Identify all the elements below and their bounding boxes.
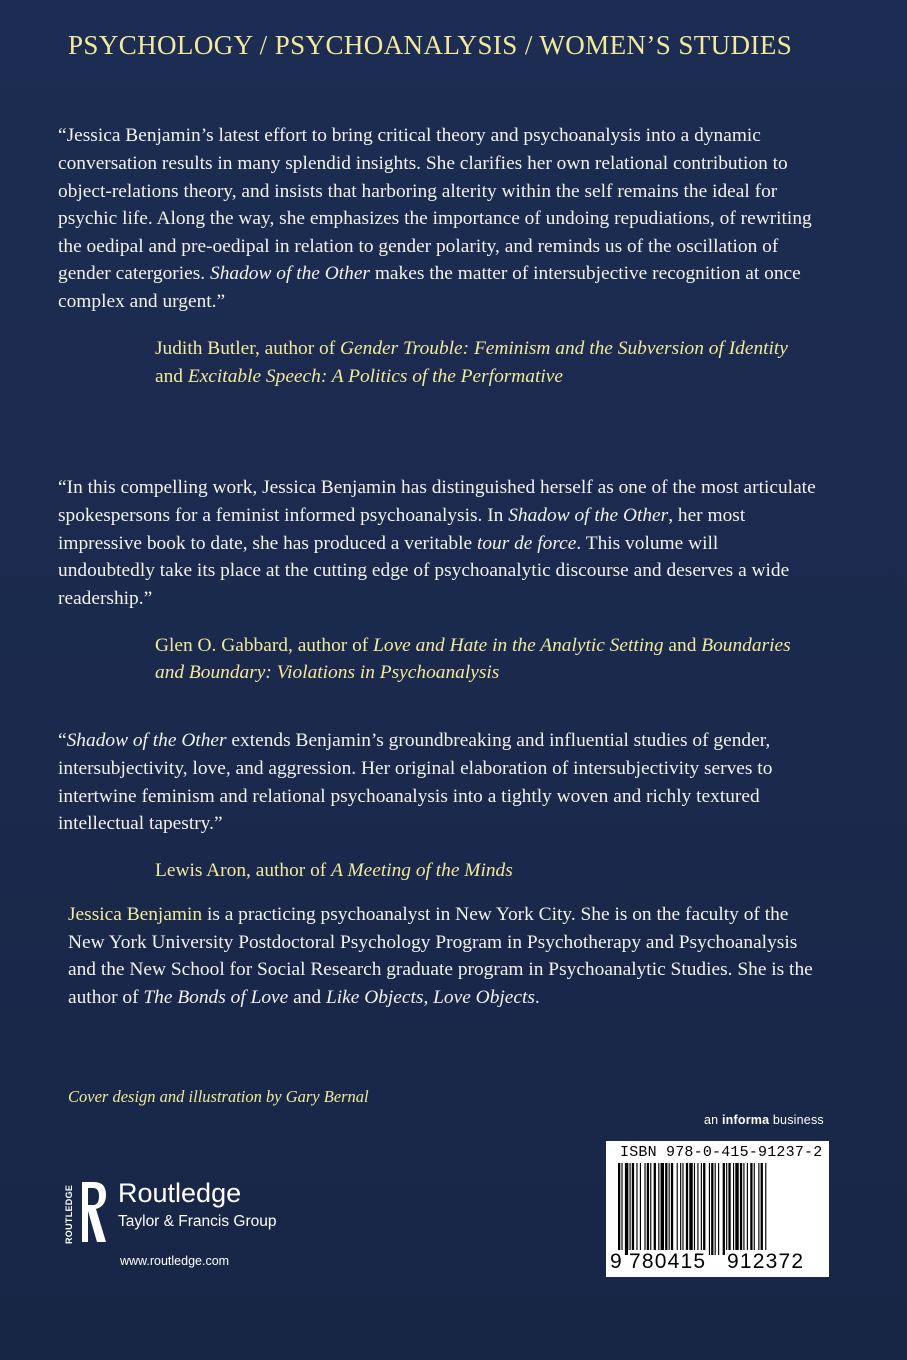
quote-text: “Shadow of the Other extends Benjamin’s groundbreaking and influential studies of gender, intersubjectivity, love, and aggression. Her original elaboration of intersubjectivity serves to intertwine feminism and relational psychoanalysis into a tightly woven and richly textured intellectual tapestry.” <box>58 730 773 835</box>
quote-gabbard <box>58 455 818 687</box>
barcode-bar <box>654 1163 656 1255</box>
barcode-bar <box>747 1163 748 1255</box>
ean-right-group: 912372 <box>727 1250 805 1273</box>
publisher-block <box>62 1178 322 1278</box>
isbn-number: ISBN 978-0-415-91237-2 <box>620 1144 823 1161</box>
barcode-bars-icon <box>612 1163 824 1255</box>
barcode-bar <box>658 1163 659 1255</box>
quote-text: “Jessica Benjamin’s latest effort to bring critical theory and psychoanalysis into a dynamic conversation results in many splendid insights. She clarifies her own relational contribution to object-relations theory, and insists that harboring alterity within the self remains the ideal for psychic life. Along the way, she emphasizes the importance of undoing repudiations, of rewriting the oedipal and pre-oedipal in relation to gender polarity, and reminds us of the oscillation of gender catergories. Shadow of the Other makes the matter of intersubjective recognition at once complex and urgent.” <box>58 125 812 312</box>
barcode-bar <box>735 1163 738 1255</box>
barcode-bar <box>743 1163 744 1255</box>
barcode-bar <box>677 1163 678 1255</box>
barcode-bar <box>765 1163 766 1255</box>
quote-text: “In this compelling work, Jessica Benjamin has distinguished herself as one of the most articulate spokespersons for a feminist informed psychoanalysis. In Shadow of the Other, her most impressive book to date, she has produced a veritable tour de force. This volume will undoubtedly take its place at the cutting edge of psychoanalytic discourse and deserves a wide readership.” <box>58 477 816 609</box>
author-name: Jessica Benjamin <box>68 904 203 925</box>
quote-attribution: Glen O. Gabbard, author of Love and Hate in the Analytic Setting and Boundaries and Boundary: Violations in Psychoanalysis <box>155 634 791 684</box>
publisher-vertical-wordmark: ROUTLEDGE <box>64 1184 74 1244</box>
barcode-bar <box>669 1163 670 1255</box>
cover-credit: Cover design and illustration by Gary Bernal <box>68 1087 369 1106</box>
barcode-bar <box>726 1163 727 1255</box>
barcode-bar <box>711 1163 713 1255</box>
quote-attribution: Judith Butler, author of Gender Trouble: Feminism and the Subversion of Identity and Excitable Speech: A Politics of the Performative <box>155 337 788 387</box>
publisher-group: Taylor & Francis Group <box>118 1213 277 1230</box>
publisher-name: Routledge <box>118 1178 242 1208</box>
barcode-bar <box>740 1163 742 1255</box>
barcode-bar <box>733 1163 734 1255</box>
category-heading: PSYCHOLOGY / PSYCHOANALYSIS / WOMEN’S STUDIES <box>68 30 793 60</box>
publisher-url: www.routledge.com <box>120 1254 230 1268</box>
barcode-bar <box>686 1163 688 1255</box>
barcode-bar <box>703 1163 705 1255</box>
barcode-bar <box>680 1163 681 1255</box>
routledge-logo-icon <box>78 1180 108 1244</box>
barcode-bar <box>761 1163 763 1255</box>
barcode-bar <box>723 1163 725 1255</box>
author-bio: Jessica Benjamin is a practicing psychoanalyst in New York City. She is on the faculty of the New York University Postdoctoral Psychology Program in Psychotherapy and Psychoanalysis and the New School for Social Research graduate program in Psychoanalytic Studies. She is the author of The Bonds of Love and Like Objects, Love Objects. <box>68 904 813 1008</box>
barcode-bar <box>709 1163 710 1255</box>
quote-aron <box>58 708 818 885</box>
barcode-bar <box>694 1163 695 1255</box>
barcode-bar <box>689 1163 692 1255</box>
barcode-bar <box>718 1163 719 1255</box>
barcode-bar <box>750 1163 752 1255</box>
quote-attribution: Lewis Aron, author of A Meeting of the Minds <box>155 860 513 882</box>
barcode-bar <box>636 1163 637 1255</box>
barcode-bar <box>630 1163 631 1255</box>
barcode-bar <box>625 1163 628 1255</box>
barcode-bar <box>632 1163 634 1255</box>
ean-lead-digit: 9 <box>610 1250 623 1273</box>
barcode-bar <box>671 1163 673 1255</box>
barcode-bar <box>697 1163 698 1255</box>
barcode-bar <box>640 1163 641 1255</box>
barcode-bar <box>701 1163 702 1255</box>
barcode-bar <box>644 1163 645 1255</box>
barcode-bar <box>715 1163 716 1255</box>
barcode-bar <box>754 1163 755 1255</box>
barcode-bar <box>682 1163 683 1255</box>
ean-left-group: 780415 <box>629 1250 707 1273</box>
barcode-bar <box>618 1163 620 1255</box>
quote-butler <box>58 103 818 390</box>
barcode-bar <box>665 1163 667 1255</box>
barcode-bar <box>650 1163 651 1255</box>
barcode-bar <box>661 1163 664 1255</box>
informa-tagline: an informa business <box>704 1113 824 1127</box>
barcode-bar <box>758 1163 759 1255</box>
barcode-bar <box>647 1163 649 1255</box>
barcode-bar <box>621 1163 622 1255</box>
isbn-barcode <box>606 1141 829 1277</box>
barcode-bar <box>728 1163 730 1255</box>
